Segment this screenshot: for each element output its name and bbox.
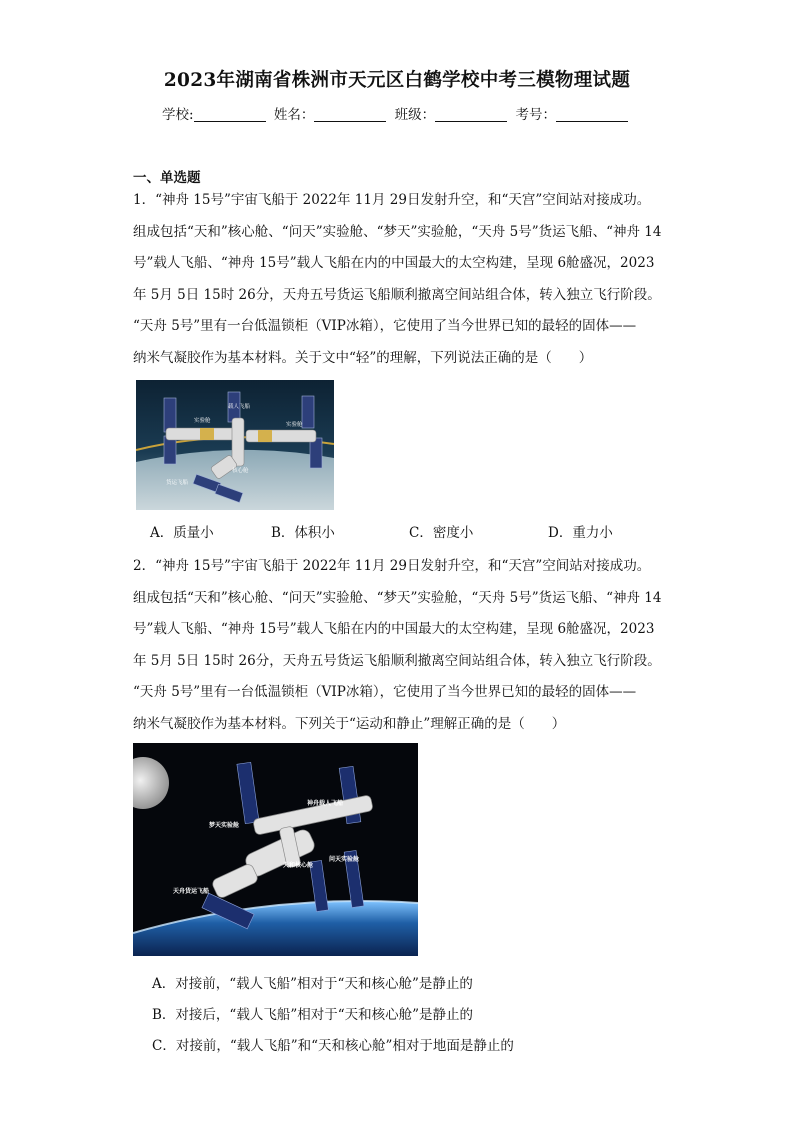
figure-label: 货运飞船 bbox=[166, 480, 189, 486]
question-1-line: 年 5月 5日 15时 26分，天舟五号货运飞船顺利撤离空间站组合体，转入独立飞行阶段。 bbox=[133, 286, 661, 303]
option-a[interactable]: A．对接前，“载人飞船”相对于“天和核心舱”是静止的 bbox=[152, 976, 473, 992]
figure-label: 天舟货运飞船 bbox=[173, 888, 210, 895]
school-blank[interactable] bbox=[194, 107, 266, 122]
question-2-line: 组成包括“天和”核心舱、“问天”实验舱、“梦天”实验舱，“天舟 5号”货运飞船、“神舟 14 bbox=[133, 589, 662, 606]
figure-label: 载人飞船 bbox=[228, 404, 251, 410]
option-b[interactable]: B．对接后，“载人飞船”相对于“天和核心舱”是静止的 bbox=[152, 1007, 474, 1023]
question-2-line: 年 5月 5日 15时 26分，天舟五号货运飞船顺利撤离空间站组合体，转入独立飞行阶段。 bbox=[133, 652, 661, 669]
option-b[interactable]: B．体积小 bbox=[271, 525, 335, 541]
section-heading: 一、单选题 bbox=[133, 170, 201, 186]
question-2-line: 号”载人飞船、“神舟 15号”载人飞船在内的中国最大的太空构建，呈现 6舱盛况，2023 bbox=[133, 621, 655, 637]
question-2-text bbox=[133, 551, 663, 740]
figure-label: 实验舱 bbox=[194, 418, 211, 424]
question-2-line: “天舟 5号”里有一台低温锁柜（VIP冰箱），它使用了当今世界已知的最轻的固体—— bbox=[133, 684, 637, 700]
question-2-line: 纳米气凝胶作为基本材料。下列关于“运动和静止”理解正确的是（ ） bbox=[133, 715, 566, 732]
question-1-line: 纳米气凝胶作为基本材料。关于文中“轻”的理解，下列说法正确的是（ ） bbox=[133, 349, 593, 366]
question-1-text bbox=[133, 185, 663, 374]
student-info-line bbox=[0, 103, 794, 123]
name-blank[interactable] bbox=[314, 107, 386, 122]
option-c[interactable]: C．对接前，“载人飞船”和“天和核心舱”相对于地面是静止的 bbox=[152, 1038, 514, 1054]
class-label: 班级： bbox=[394, 107, 436, 123]
school-label: 学校: bbox=[162, 107, 194, 123]
figure-label: 天和核心舱 bbox=[283, 862, 314, 869]
figure-label: 神舟载人飞船 bbox=[307, 800, 344, 807]
exam-number-label: 考号： bbox=[515, 107, 556, 123]
space-station-figure-1 bbox=[136, 380, 334, 510]
figure-label: 梦天实验舱 bbox=[209, 822, 240, 829]
question-2-line: 2．“神舟 15号”宇宙飞船于 2022年 11月 29日发射升空，和“天宫”空间站对接成功。 bbox=[133, 558, 651, 574]
exam-number-blank[interactable] bbox=[556, 107, 628, 122]
option-a[interactable]: A．质量小 bbox=[150, 525, 214, 541]
page-title: 2023年湖南省株洲市天元区白鹤学校中考三模物理试题 bbox=[163, 70, 631, 91]
option-d[interactable]: D．重力小 bbox=[548, 525, 613, 541]
question-1-line: 1．“神舟 15号”宇宙飞船于 2022年 11月 29日发射升空，和“天宫”空间站对接成功。 bbox=[133, 192, 651, 208]
class-blank[interactable] bbox=[435, 107, 507, 122]
space-station-figure-2 bbox=[133, 743, 418, 956]
name-label: 姓名： bbox=[273, 107, 315, 123]
question-1-line: 组成包括“天和”核心舱、“问天”实验舱、“梦天”实验舱，“天舟 5号”货运飞船、“神舟 14 bbox=[133, 223, 662, 240]
figure-label: 问天实验舱 bbox=[329, 856, 360, 863]
option-c[interactable]: C．密度小 bbox=[409, 525, 474, 541]
question-1-line: “天舟 5号”里有一台低温锁柜（VIP冰箱），它使用了当今世界已知的最轻的固体—— bbox=[133, 318, 637, 334]
question-1-options bbox=[150, 521, 670, 545]
figure-label: 实验舱 bbox=[286, 422, 303, 428]
question-1-line: 号”载人飞船、“神舟 15号”载人飞船在内的中国最大的太空构建，呈现 6舱盛况，2023 bbox=[133, 255, 655, 271]
figure-label: 核心舱 bbox=[232, 468, 249, 474]
